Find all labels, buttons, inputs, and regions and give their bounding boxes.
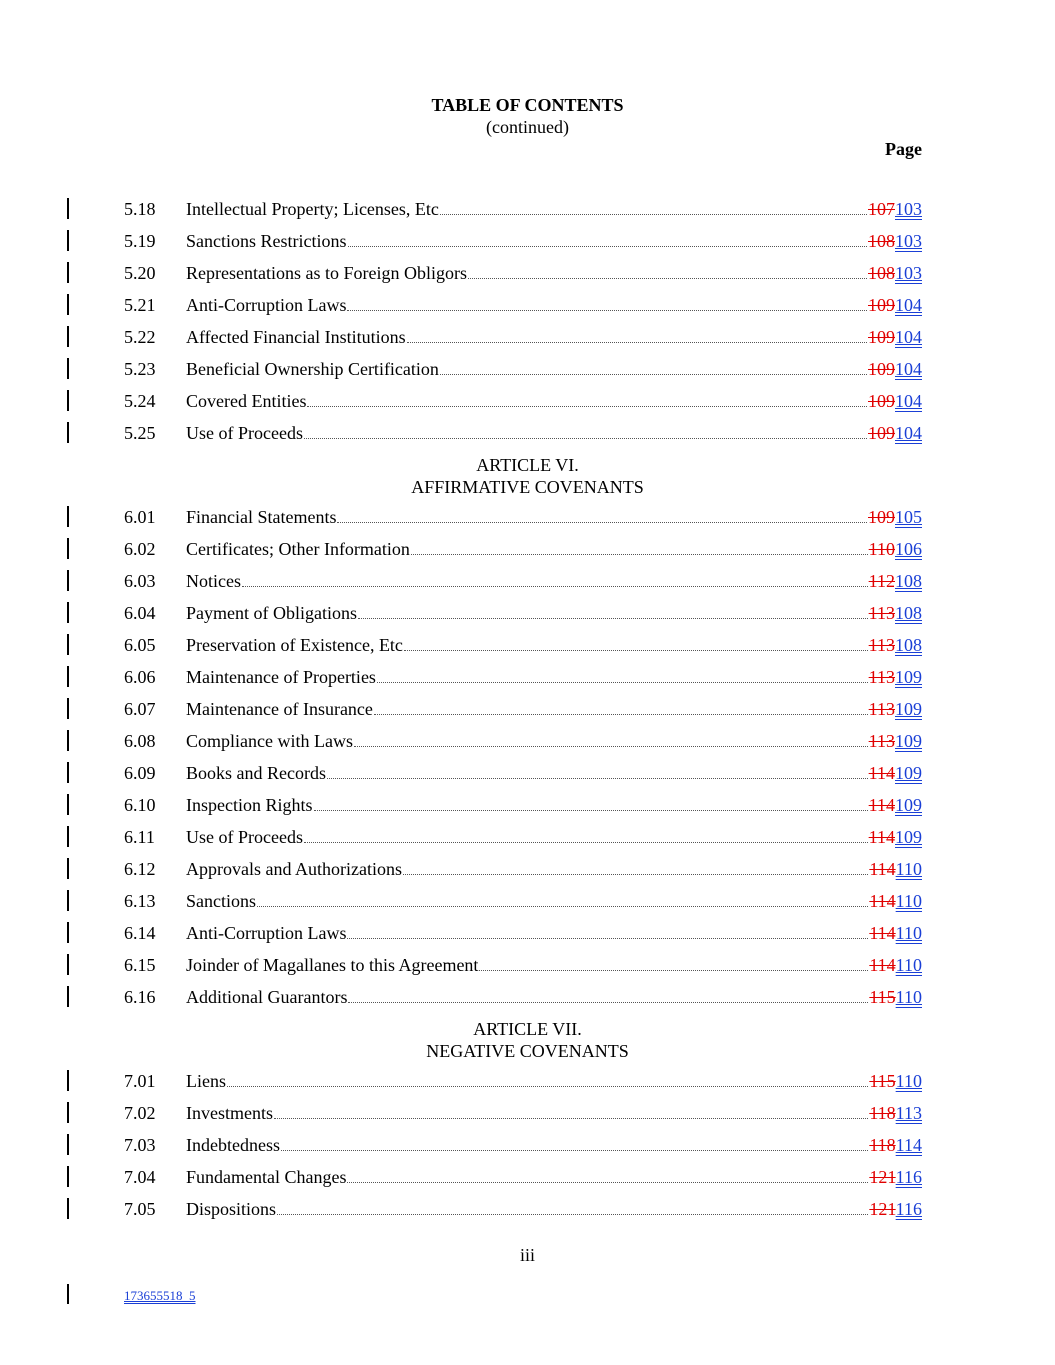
page-reference [869, 890, 922, 912]
deleted-page-number: 113 [868, 699, 895, 719]
deleted-page-number: 114 [869, 891, 896, 911]
toc-entry[interactable] [0, 794, 1055, 826]
page-reference [869, 922, 922, 944]
page-reference [869, 538, 922, 560]
section-title: Approvals and Authorizations [186, 859, 402, 879]
page-reference [869, 730, 922, 752]
deleted-page-number: 115 [869, 987, 896, 1007]
page-reference [869, 858, 922, 880]
change-bar [67, 922, 69, 943]
dot-leader [440, 213, 867, 215]
toc-entry[interactable] [0, 506, 1055, 538]
change-bar [67, 538, 69, 559]
section-title: Compliance with Laws [186, 731, 353, 751]
inserted-page-number[interactable]: 109 [895, 731, 922, 751]
page-reference [869, 762, 922, 784]
section-title: Representations as to Foreign Obligors [186, 263, 467, 283]
change-bar [67, 890, 69, 911]
entry-leader-line [186, 890, 922, 912]
change-bar [67, 730, 69, 751]
toc-entry[interactable] [0, 1102, 1055, 1134]
entry-leader-line [186, 858, 922, 880]
deleted-page-number: 107 [868, 199, 895, 219]
deleted-page-number: 109 [868, 359, 895, 379]
dot-leader [274, 1117, 868, 1119]
section-number: 6.08 [124, 731, 156, 751]
inserted-page-number[interactable]: 110 [895, 987, 922, 1007]
page-reference [868, 198, 922, 220]
section-title: Intellectual Property; Licenses, Etc [186, 199, 439, 219]
change-bar [67, 198, 69, 219]
entry-leader-line [186, 794, 922, 816]
dot-leader [257, 905, 868, 907]
section-title: Maintenance of Insurance [186, 699, 373, 719]
toc-entry[interactable] [0, 954, 1055, 986]
toc-entry[interactable] [0, 570, 1055, 602]
dot-leader [304, 437, 867, 439]
inserted-page-number[interactable]: 110 [895, 891, 922, 911]
entry-leader-line [186, 294, 922, 316]
section-number: 6.14 [124, 923, 156, 943]
article-number: ARTICLE VII. [473, 1019, 582, 1039]
inserted-page-number[interactable]: 105 [895, 507, 922, 527]
article-number: ARTICLE VI. [476, 455, 579, 475]
entry-leader-line [186, 986, 922, 1008]
toc-list [0, 198, 1055, 1230]
deleted-page-number: 114 [869, 859, 896, 879]
dot-leader [468, 277, 867, 279]
section-number: 6.04 [124, 603, 156, 623]
change-bar [67, 1102, 69, 1123]
toc-entry[interactable] [0, 858, 1055, 890]
document-id: 173655518_5 [124, 1288, 196, 1303]
inserted-page-number[interactable]: 104 [895, 423, 922, 443]
page-reference [868, 230, 922, 252]
deleted-page-number: 109 [868, 327, 895, 347]
deleted-page-number: 109 [868, 295, 895, 315]
inserted-page-number[interactable]: 103 [895, 263, 922, 283]
entry-leader-line [186, 954, 922, 976]
toc-entry[interactable] [0, 1198, 1055, 1230]
dot-leader [440, 373, 867, 375]
inserted-page-number[interactable]: 108 [895, 603, 922, 623]
inserted-page-number[interactable]: 103 [895, 199, 922, 219]
inserted-page-number[interactable]: 104 [895, 359, 922, 379]
change-bar [67, 506, 69, 527]
dot-leader [277, 1213, 868, 1215]
section-number: 7.02 [124, 1103, 156, 1123]
section-number: 5.19 [124, 231, 156, 251]
dot-leader [348, 1001, 868, 1003]
toc-entry[interactable] [0, 730, 1055, 762]
section-title: Affected Financial Institutions [186, 327, 406, 347]
section-number: 5.25 [124, 423, 156, 443]
change-bar [67, 986, 69, 1007]
dot-leader [354, 745, 868, 747]
dot-leader [227, 1085, 868, 1087]
change-bar [67, 294, 69, 315]
entry-leader-line [186, 326, 922, 348]
section-title: Inspection Rights [186, 795, 313, 815]
toc-entry[interactable] [0, 762, 1055, 794]
deleted-page-number: 113 [868, 731, 895, 751]
change-bar [67, 666, 69, 687]
section-title: Use of Proceeds [186, 423, 303, 443]
entry-leader-line [186, 230, 922, 252]
section-number: 6.05 [124, 635, 156, 655]
toc-entry[interactable] [0, 326, 1055, 358]
entry-leader-line [186, 570, 922, 592]
article-title: AFFIRMATIVE COVENANTS [411, 477, 644, 497]
section-number: 6.12 [124, 859, 156, 879]
page-column-label: Page [885, 139, 922, 159]
page-reference [868, 422, 922, 444]
inserted-page-number[interactable]: 109 [895, 763, 922, 783]
toc-entry[interactable] [0, 262, 1055, 294]
inserted-page-number[interactable]: 109 [895, 699, 922, 719]
toc-entry[interactable] [0, 422, 1055, 454]
deleted-page-number: 114 [869, 955, 896, 975]
deleted-page-number: 109 [868, 423, 895, 443]
page-reference [869, 666, 922, 688]
entry-leader-line [186, 602, 922, 624]
page-reference [869, 1102, 922, 1124]
inserted-page-number[interactable]: 110 [895, 1071, 922, 1091]
deleted-page-number: 121 [869, 1167, 896, 1187]
section-number: 6.01 [124, 507, 156, 527]
inserted-page-number[interactable]: 103 [895, 231, 922, 251]
page-reference [869, 954, 922, 976]
deleted-page-number: 108 [868, 231, 895, 251]
deleted-page-number: 118 [869, 1103, 896, 1123]
deleted-page-number: 115 [869, 1071, 896, 1091]
entry-leader-line [186, 826, 922, 848]
section-title: Books and Records [186, 763, 326, 783]
inserted-page-number[interactable]: 104 [895, 391, 922, 411]
toc-entry[interactable] [0, 230, 1055, 262]
section-number: 6.03 [124, 571, 156, 591]
dot-leader [314, 809, 868, 811]
section-number: 6.16 [124, 987, 156, 1007]
section-title: Financial Statements [186, 507, 337, 527]
dot-leader [358, 617, 868, 619]
inserted-page-number[interactable]: 109 [895, 667, 922, 687]
inserted-page-number[interactable]: 106 [895, 539, 922, 559]
entry-leader-line [186, 666, 922, 688]
page-reference [868, 506, 922, 528]
entry-leader-line [186, 538, 922, 560]
section-title: Liens [186, 1071, 226, 1091]
article-heading [0, 454, 1055, 498]
inserted-page-number[interactable]: 116 [895, 1167, 922, 1187]
section-title: Fundamental Changes [186, 1167, 347, 1187]
page-reference [869, 602, 922, 624]
toc-entry[interactable] [0, 826, 1055, 858]
change-bar [67, 390, 69, 411]
change-bar [67, 1198, 69, 1219]
section-title: Notices [186, 571, 241, 591]
deleted-page-number: 112 [868, 571, 895, 591]
section-number: 5.23 [124, 359, 156, 379]
inserted-page-number[interactable]: 104 [895, 295, 922, 315]
page-reference [869, 1198, 922, 1220]
change-bar [67, 698, 69, 719]
entry-leader-line [186, 358, 922, 380]
toc-entry[interactable] [0, 358, 1055, 390]
inserted-page-number[interactable]: 108 [895, 635, 922, 655]
inserted-page-number[interactable]: 116 [895, 1199, 922, 1219]
change-bar [67, 954, 69, 975]
deleted-page-number: 110 [868, 539, 895, 559]
section-number: 7.01 [124, 1071, 156, 1091]
deleted-page-number: 113 [868, 603, 895, 623]
toc-entry[interactable] [0, 1070, 1055, 1102]
toc-entry[interactable] [0, 986, 1055, 1018]
section-number: 7.03 [124, 1135, 156, 1155]
entry-leader-line [186, 198, 922, 220]
change-bar [67, 262, 69, 283]
section-number: 6.10 [124, 795, 156, 815]
inserted-page-number[interactable]: 108 [895, 571, 922, 591]
dot-leader [242, 585, 868, 587]
section-title: Additional Guarantors [186, 987, 348, 1007]
change-bar [67, 230, 69, 251]
section-title: Covered Entities [186, 391, 307, 411]
inserted-page-number[interactable]: 109 [895, 827, 922, 847]
dot-leader [307, 405, 867, 407]
change-bar [67, 1166, 69, 1187]
dot-leader [347, 309, 867, 311]
dot-leader [411, 553, 868, 555]
article-title: NEGATIVE COVENANTS [426, 1041, 629, 1061]
inserted-page-number[interactable]: 110 [895, 859, 922, 879]
entry-leader-line [186, 1134, 922, 1156]
toc-entry[interactable] [0, 1166, 1055, 1198]
change-bar [67, 422, 69, 443]
page-reference [869, 634, 922, 656]
article-heading [0, 1018, 1055, 1062]
section-title: Sanctions Restrictions [186, 231, 347, 251]
change-bar [67, 634, 69, 655]
toc-heading: TABLE OF CONTENTS [431, 95, 624, 115]
page-reference [868, 358, 922, 380]
toc-entry[interactable] [0, 294, 1055, 326]
dot-leader [327, 777, 868, 779]
entry-leader-line [186, 1070, 922, 1092]
change-bar [67, 358, 69, 379]
deleted-page-number: 109 [868, 391, 895, 411]
toc-entry[interactable] [0, 634, 1055, 666]
toc-entry[interactable] [0, 198, 1055, 230]
change-bar [67, 326, 69, 347]
page-reference [869, 698, 922, 720]
section-number: 5.24 [124, 391, 156, 411]
page-reference [868, 262, 922, 284]
entry-leader-line [186, 730, 922, 752]
toc-entry[interactable] [0, 602, 1055, 634]
entry-leader-line [186, 698, 922, 720]
dot-leader [281, 1149, 868, 1151]
dot-leader [374, 713, 868, 715]
dot-leader [347, 1181, 868, 1183]
section-title: Beneficial Ownership Certification [186, 359, 439, 379]
dot-leader [337, 521, 867, 523]
page-reference [869, 1134, 922, 1156]
entry-leader-line [186, 506, 922, 528]
section-number: 5.21 [124, 295, 156, 315]
change-bar [67, 1284, 69, 1304]
dot-leader [479, 969, 868, 971]
change-bar [67, 1134, 69, 1155]
deleted-page-number: 114 [868, 827, 895, 847]
section-number: 6.02 [124, 539, 156, 559]
change-bar [67, 826, 69, 847]
section-number: 7.04 [124, 1167, 156, 1187]
deleted-page-number: 114 [868, 763, 895, 783]
inserted-page-number[interactable]: 110 [895, 923, 922, 943]
section-title: Preservation of Existence, Etc [186, 635, 403, 655]
inserted-page-number[interactable]: 110 [895, 955, 922, 975]
toc-entry[interactable] [0, 390, 1055, 422]
section-number: 6.06 [124, 667, 156, 687]
change-bar [67, 762, 69, 783]
section-title: Anti-Corruption Laws [186, 295, 347, 315]
inserted-page-number[interactable]: 109 [895, 795, 922, 815]
section-title: Anti-Corruption Laws [186, 923, 347, 943]
dot-leader [407, 341, 867, 343]
deleted-page-number: 108 [868, 263, 895, 283]
dot-leader [377, 681, 868, 683]
change-bar [67, 570, 69, 591]
page-reference [868, 390, 922, 412]
entry-leader-line [186, 262, 922, 284]
dot-leader [348, 245, 868, 247]
section-title: Investments [186, 1103, 273, 1123]
page-reference [869, 1070, 922, 1092]
section-number: 5.20 [124, 263, 156, 283]
deleted-page-number: 118 [869, 1135, 896, 1155]
toc-entry[interactable] [0, 890, 1055, 922]
entry-leader-line [186, 1198, 922, 1220]
dot-leader [403, 873, 868, 875]
entry-leader-line [186, 1166, 922, 1188]
inserted-page-number[interactable]: 114 [895, 1135, 922, 1155]
section-title: Payment of Obligations [186, 603, 357, 623]
dot-leader [347, 937, 868, 939]
section-number: 5.22 [124, 327, 156, 347]
entry-leader-line [186, 762, 922, 784]
entry-leader-line [186, 634, 922, 656]
entry-leader-line [186, 390, 922, 412]
toc-entry[interactable] [0, 1134, 1055, 1166]
page-reference [868, 326, 922, 348]
page-reference [869, 794, 922, 816]
toc-entry[interactable] [0, 922, 1055, 954]
page-reference [868, 294, 922, 316]
inserted-page-number[interactable]: 113 [895, 1103, 922, 1123]
entry-leader-line [186, 1102, 922, 1124]
page-reference [869, 986, 922, 1008]
change-bar [67, 858, 69, 879]
section-number: 6.13 [124, 891, 156, 911]
page-reference [869, 826, 922, 848]
deleted-page-number: 113 [868, 667, 895, 687]
toc-subheading: (continued) [486, 117, 569, 137]
section-number: 6.15 [124, 955, 156, 975]
deleted-page-number: 109 [868, 507, 895, 527]
page-reference [869, 570, 922, 592]
section-number: 5.18 [124, 199, 156, 219]
section-title: Certificates; Other Information [186, 539, 410, 559]
section-title: Dispositions [186, 1199, 277, 1219]
inserted-page-number[interactable]: 104 [895, 327, 922, 347]
section-number: 6.07 [124, 699, 156, 719]
section-title: Indebtedness [186, 1135, 280, 1155]
change-bar [67, 794, 69, 815]
dot-leader [304, 841, 868, 843]
section-title: Maintenance of Properties [186, 667, 376, 687]
entry-leader-line [186, 422, 922, 444]
toc-entry[interactable] [0, 538, 1055, 570]
deleted-page-number: 114 [869, 923, 896, 943]
section-title: Use of Proceeds [186, 827, 303, 847]
section-number: 7.05 [124, 1199, 156, 1219]
entry-leader-line [186, 922, 922, 944]
section-number: 6.11 [124, 827, 155, 847]
page-folio: iii [519, 1245, 535, 1265]
toc-entry[interactable] [0, 698, 1055, 730]
toc-entry[interactable] [0, 666, 1055, 698]
section-title: Joinder of Magallanes to this Agreement [186, 955, 479, 975]
page-reference [869, 1166, 922, 1188]
change-bar [67, 1070, 69, 1091]
deleted-page-number: 121 [869, 1199, 896, 1219]
dot-leader [404, 649, 868, 651]
deleted-page-number: 113 [868, 635, 895, 655]
section-number: 6.09 [124, 763, 156, 783]
section-title: Sanctions [186, 891, 256, 911]
change-bar [67, 602, 69, 623]
deleted-page-number: 114 [868, 795, 895, 815]
